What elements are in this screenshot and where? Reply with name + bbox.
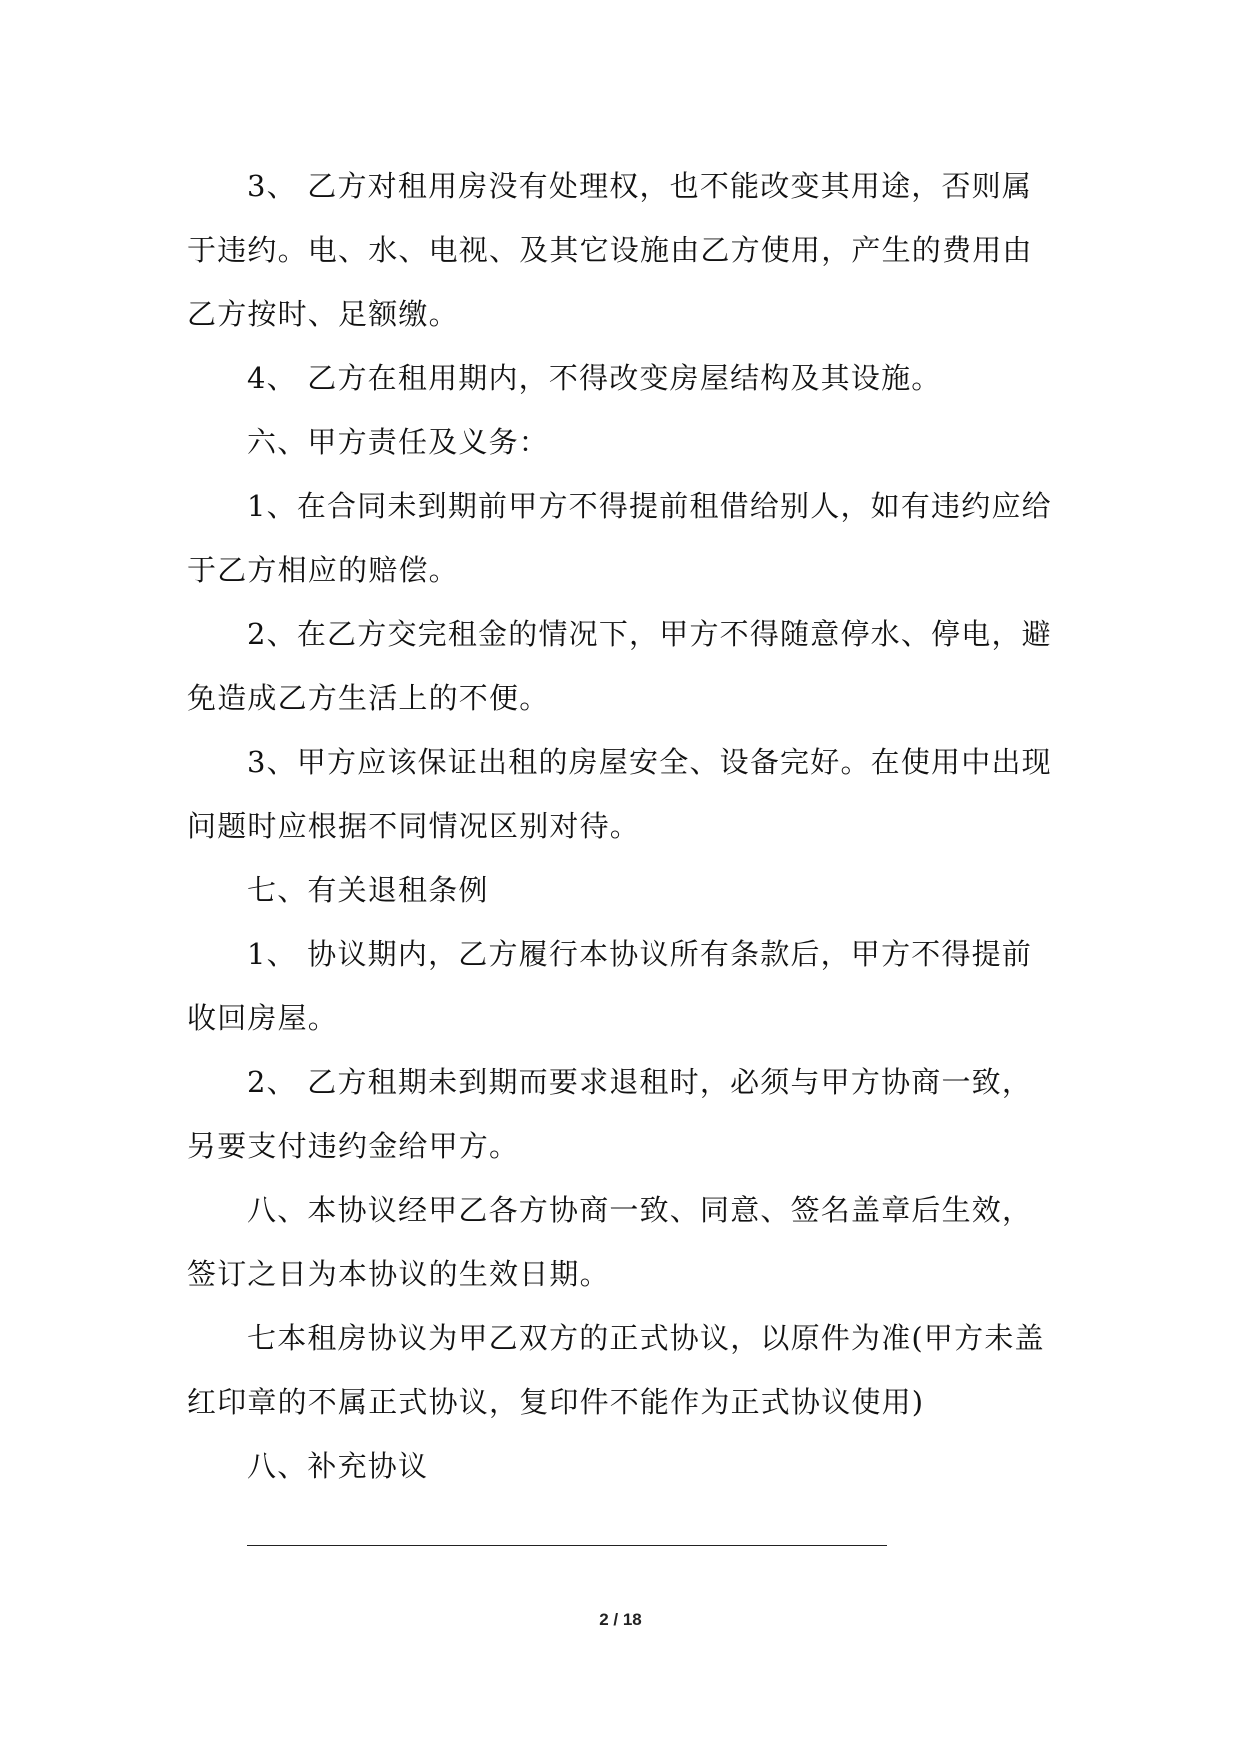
- section-heading-landlord-duties: 六、甲方责任及义务：: [247, 425, 550, 459]
- clause-original-document: 七本租房协议为甲乙双方的正式协议，以原件为准(甲方未盖红印章的不属正式协议，复印件不能作为正式协议使用): [187, 1321, 1045, 1419]
- clause-tenant-no-disposal-rights: 3、 乙方对租用房没有处理权，也不能改变其用途，否则属于违约。电、水、电视、及其它设施由乙方使用，产生的费用由乙方按时、足额缴。: [187, 169, 1033, 331]
- clause-house-safety: 3、甲方应该保证出租的房屋安全、设备完好。在使用中出现问题时应根据不同情况区别对待。: [187, 745, 1052, 843]
- supplement-blank-line: [247, 1545, 887, 1546]
- clause-no-early-recovery: 1、 协议期内，乙方履行本协议所有条款后，甲方不得提前收回房屋。: [187, 937, 1033, 1035]
- section-heading-termination: 七、有关退租条例: [247, 873, 489, 907]
- clause-tenant-no-structure-change: 4、 乙方在租用期内，不得改变房屋结构及其设施。: [247, 361, 942, 395]
- section-heading-supplement: 八、补充协议: [247, 1449, 429, 1483]
- clause-no-early-sublet: 1、在合同未到期前甲方不得提前租借给别人，如有违约应给于乙方相应的赔偿。: [187, 489, 1052, 587]
- page-number: 2 / 18: [599, 1610, 642, 1629]
- clause-no-utility-cutoff: 2、在乙方交完租金的情况下，甲方不得随意停水、停电，避免造成乙方生活上的不便。: [187, 617, 1052, 715]
- document-body: [187, 154, 1057, 1498]
- clause-effective-date: 八、本协议经甲乙各方协商一致、同意、签名盖章后生效，签订之日为本协议的生效日期。: [187, 1193, 1033, 1291]
- clause-early-termination-penalty: 2、 乙方租期未到期而要求退租时，必须与甲方协商一致，另要支付违约金给甲方。: [187, 1065, 1033, 1163]
